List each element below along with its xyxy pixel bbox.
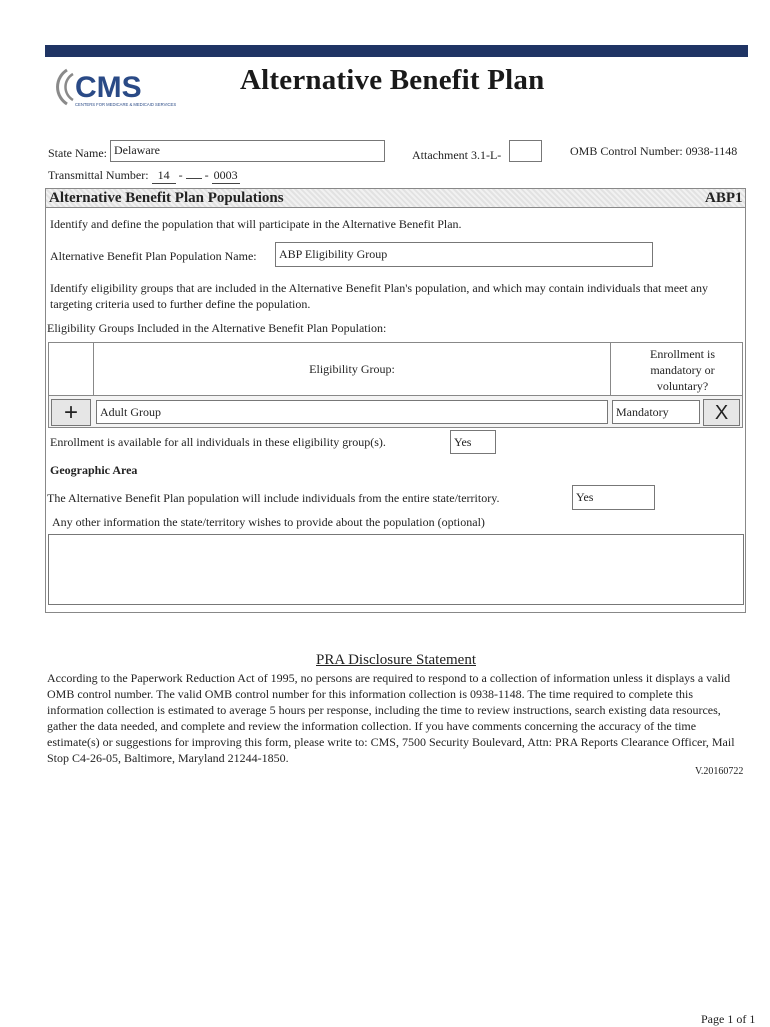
omb-control-number: OMB Control Number: 0938-1148 xyxy=(570,144,738,158)
enrollment-field[interactable]: Mandatory xyxy=(612,400,700,424)
geographic-area-field[interactable]: Yes xyxy=(572,485,655,510)
eligibility-instruction: Identify eligibility groups that are included in the Alternative Benefit Plan's population, and which may contain individuals that meet any targeting criteria used to further define the population. xyxy=(50,281,709,311)
population-name-label: Alternative Benefit Plan Population Name: xyxy=(50,249,257,263)
table-header-enrollment xyxy=(610,342,743,396)
transmittal-part3[interactable]: 0003 xyxy=(213,168,238,182)
geographic-area-label: The Alternative Benefit Plan population will include individuals from the entire state/territory. xyxy=(47,491,500,505)
table-corner-cell xyxy=(48,342,94,396)
state-name-field[interactable]: Delaware xyxy=(110,140,385,162)
transmittal-sep2: - xyxy=(204,168,209,182)
eligibility-group-field[interactable]: Adult Group xyxy=(96,400,608,424)
page-title: Alternative Benefit Plan xyxy=(240,64,545,96)
enrollment-available-field[interactable]: Yes xyxy=(450,430,496,454)
page-number: Page 1 of 1 xyxy=(701,1012,756,1026)
transmittal-sep1: - xyxy=(178,168,183,182)
cms-logo xyxy=(45,64,195,110)
attachment-label: Attachment 3.1-L- xyxy=(412,148,502,162)
pra-body: According to the Paperwork Reduction Act of 1995, no persons are required to respond to a collection of information unless it displays a valid OMB control number. The valid OMB control number for this information collection is 0938-1148. The time required to complete this information collection is estimated to average 5 hours per response, including the time to review instructions, search existing data resources, gather the data needed, and complete and review the information collection. If you have comments concerning the accuracy of the time estimate(s) or suggestions for improving this form, please write to: CMS, 7500 Security Boulevard, Attn: PRA Reports Clearance Officer, Mail Stop C4-26-05, Baltimore, Maryland 21244-1850. xyxy=(47,671,735,765)
svg-text:CMS: CMS xyxy=(75,71,142,104)
col-eligibility-group: Eligibility Group: xyxy=(309,362,395,376)
eligibility-table xyxy=(48,342,743,428)
svg-text:CENTERS FOR MEDICARE & MEDICAI: CENTERS FOR MEDICARE & MEDICAID SERVICES xyxy=(75,102,177,107)
section-code: ABP1 xyxy=(705,190,743,206)
geographic-area-heading: Geographic Area xyxy=(50,463,138,477)
remove-row-button[interactable]: X xyxy=(703,399,740,426)
table-header-group xyxy=(93,342,611,396)
transmittal-label: Transmittal Number: xyxy=(48,168,149,182)
transmittal-part1[interactable]: 14 xyxy=(152,168,176,184)
top-bar xyxy=(45,45,748,57)
transmittal-number xyxy=(48,168,240,184)
other-info-label: Any other information the state/territory wishes to provide about the population (optional) xyxy=(52,515,485,529)
groups-included-label: Eligibility Groups Included in the Alternative Benefit Plan Population: xyxy=(47,321,387,335)
other-info-textarea[interactable] xyxy=(48,534,744,605)
section-intro: Identify and define the population that will participate in the Alternative Benefit Plan. xyxy=(50,217,462,231)
transmittal-part2[interactable] xyxy=(186,178,202,179)
enrollment-available-label: Enrollment is available for all individuals in these eligibility group(s). xyxy=(50,435,386,449)
add-row-button[interactable]: + xyxy=(51,399,91,426)
population-name-field[interactable]: ABP Eligibility Group xyxy=(275,242,653,267)
col-enrollment: Enrollment is mandatory or voluntary? xyxy=(650,347,715,393)
version-label: V.20160722 xyxy=(695,766,744,777)
attachment-field[interactable] xyxy=(509,140,542,162)
section-title: Alternative Benefit Plan Populations xyxy=(49,190,284,206)
state-name-label: State Name: xyxy=(48,146,107,160)
pra-title: PRA Disclosure Statement xyxy=(316,652,476,668)
